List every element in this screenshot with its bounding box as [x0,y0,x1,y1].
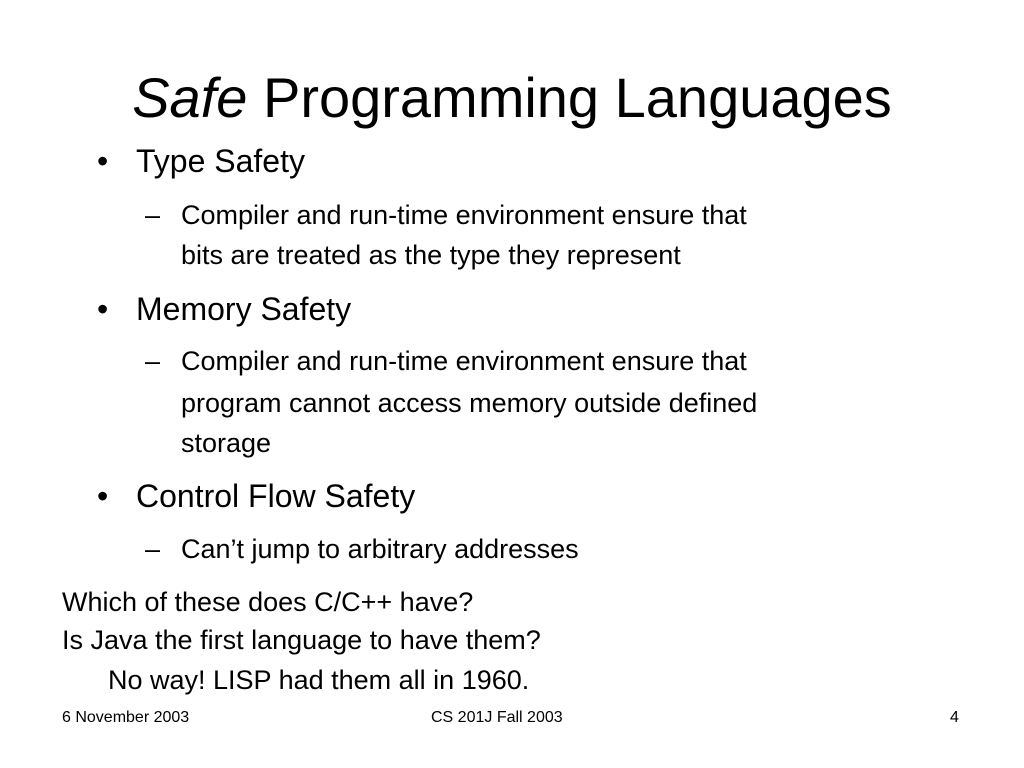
footer-date: 6 November 2003 [62,709,190,726]
bullet-label: Type Safety [136,143,305,179]
sub-bullet-marker: – [145,200,161,230]
footer-page-number: 4 [950,709,959,726]
footer-course: CS 201J Fall 2003 [431,709,563,726]
sub-bullet [145,341,747,381]
bullet-memory-safety [97,290,351,328]
bullet-label: Control Flow Safety [136,478,416,514]
sub-bullet-continuation: bits are treated as the type they represent [181,240,681,270]
note-answer-lisp: No way! LISP had them all in 1960. [108,665,530,695]
sub-bullet-continuation: program cannot access memory outside defined [181,388,758,418]
bullet-control-flow-safety [97,477,415,515]
bullet-label: Memory Safety [136,291,352,327]
sub-bullet-text: Can’t jump to arbitrary addresses [181,534,579,564]
title-emphasis: Safe [132,66,248,129]
sub-bullet [145,195,747,235]
bullet-marker: • [97,478,109,514]
bullet-marker: • [97,143,109,179]
note-question-java: Is Java the first language to have them? [62,625,541,655]
bullet-marker: • [97,291,109,327]
note-question-c: Which of these does C/C++ have? [62,587,474,617]
title-rest: Programming Languages [262,66,892,129]
sub-bullet-marker: – [145,534,161,564]
bullet-type-safety [97,142,305,180]
sub-bullet-text: Compiler and run-time environment ensure that [181,200,747,230]
sub-bullet [145,529,579,569]
sub-bullet-text: Compiler and run-time environment ensure that [181,346,747,376]
sub-bullet-marker: – [145,346,161,376]
sub-bullet-continuation: storage [181,428,272,458]
